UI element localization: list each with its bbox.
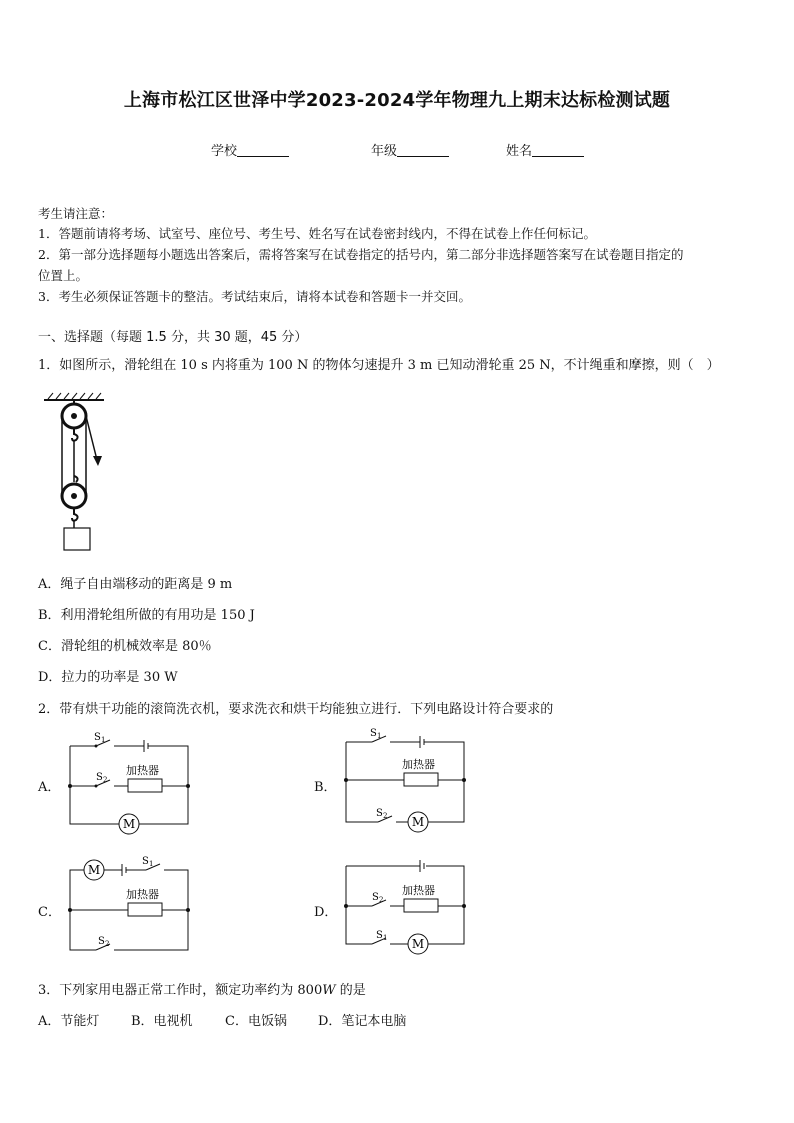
q3-stem-prefix: 3．下列家用电器正常工作时，额定功率约为 800 xyxy=(38,983,323,998)
heater-c-label: 加热器 xyxy=(126,888,159,901)
school-field xyxy=(211,140,289,159)
q2-option-c-label[interactable]: C． xyxy=(38,905,61,920)
circuit-c xyxy=(60,852,200,956)
q1-stem: 1．如图所示，滑轮组在 10 s 内将重为 100 N 的物体匀速提升 3 m 已知动滑轮重 25 N，不计绳重和摩擦，则（ ） xyxy=(38,358,720,373)
svg-text:S: S xyxy=(376,930,383,941)
q1-option-c[interactable]: C．滑轮组的机械效率是 80％ xyxy=(38,639,212,654)
circuit-b xyxy=(336,728,476,836)
movable-hook xyxy=(72,508,78,521)
notice-item-1: 1．答题前请将考场、试室号、座位号、考生号、姓名写在试卷密封线内，不得在试卷上作任何标记。 xyxy=(38,226,596,241)
svg-text:S: S xyxy=(94,732,101,743)
heater-d-label: 加热器 xyxy=(402,884,435,897)
svg-text:S: S xyxy=(98,936,105,947)
name-label: 姓名 xyxy=(506,144,533,159)
pull-arrow xyxy=(93,456,102,466)
notice-item-2: 2．第一部分选择题每小题选出答案后，需将答案写在试卷指定的括号内，第二部分非选择题答案写在试卷题目指定的 xyxy=(38,247,684,262)
q2-option-b-label[interactable]: B． xyxy=(314,780,337,795)
svg-text:S: S xyxy=(370,728,377,739)
svg-text:1: 1 xyxy=(377,732,382,740)
circuit-a xyxy=(60,730,200,836)
svg-text:2: 2 xyxy=(383,812,388,820)
heater-b-label: 加热器 xyxy=(402,758,435,771)
q3-option-b[interactable]: B．电视机 xyxy=(131,1014,193,1029)
page-title: 上海市松江区世泽中学2023-2024学年物理九上期末达标检测试题 xyxy=(123,90,671,111)
q2-stem: 2．带有烘干功能的滚筒洗衣机，要求洗衣和烘干均能独立进行．下列电路设计符合要求的 xyxy=(38,702,554,717)
svg-text:1: 1 xyxy=(149,860,154,868)
heater-a-label: 加热器 xyxy=(126,764,159,777)
svg-text:S: S xyxy=(96,772,103,783)
school-blank[interactable] xyxy=(237,144,289,157)
svg-text:2: 2 xyxy=(103,776,108,784)
q3-option-d[interactable]: D．笔记本电脑 xyxy=(318,1014,407,1029)
q3-stem xyxy=(38,979,366,998)
svg-text:1: 1 xyxy=(101,736,106,744)
svg-text:2: 2 xyxy=(379,896,384,904)
q3-option-a[interactable]: A．节能灯 xyxy=(38,1014,100,1029)
motor-b-label: M xyxy=(411,815,425,829)
ceiling-hatch xyxy=(48,393,101,399)
q2-option-a-label[interactable]: A． xyxy=(38,780,61,795)
name-blank[interactable] xyxy=(532,144,584,157)
motor-c-label: M xyxy=(87,863,101,877)
svg-text:1: 1 xyxy=(383,934,388,942)
circuit-d xyxy=(336,852,476,956)
q3-stem-unit: W xyxy=(322,983,336,998)
grade-field xyxy=(371,140,449,159)
name-field xyxy=(506,140,584,159)
pulley-figure xyxy=(40,392,110,554)
fixed-hook xyxy=(72,428,78,441)
q3-option-c[interactable]: C．电饭锅 xyxy=(225,1014,287,1029)
q3-stem-suffix: 的是 xyxy=(335,983,366,998)
section-heading: 一、选择题（每题 1.5 分，共 30 题，45 分） xyxy=(38,330,308,345)
grade-blank[interactable] xyxy=(397,144,449,157)
grade-label: 年级 xyxy=(371,144,398,159)
svg-text:S: S xyxy=(372,892,379,903)
school-label: 学校 xyxy=(211,144,238,159)
q1-option-a[interactable]: A．绳子自由端移动的距离是 9 m xyxy=(38,577,233,592)
q1-option-d[interactable]: D．拉力的功率是 30 W xyxy=(38,670,178,685)
motor-a-label: M xyxy=(122,817,136,831)
notice-heading: 考生请注意： xyxy=(38,206,114,221)
svg-text:S: S xyxy=(142,856,149,867)
notice-item-3: 3．考生必须保证答题卡的整洁。考试结束后，请将本试卷和答题卡一并交回。 xyxy=(38,289,471,304)
svg-text:S: S xyxy=(376,808,383,819)
q1-option-b[interactable]: B．利用滑轮组所做的有用功是 150 J xyxy=(38,608,255,623)
notice-item-2-cont: 位置上。 xyxy=(38,268,89,283)
q2-option-d-label[interactable]: D． xyxy=(314,905,338,920)
motor-d-label: M xyxy=(411,937,425,951)
weight-block xyxy=(64,528,90,550)
svg-text:2: 2 xyxy=(105,940,110,948)
